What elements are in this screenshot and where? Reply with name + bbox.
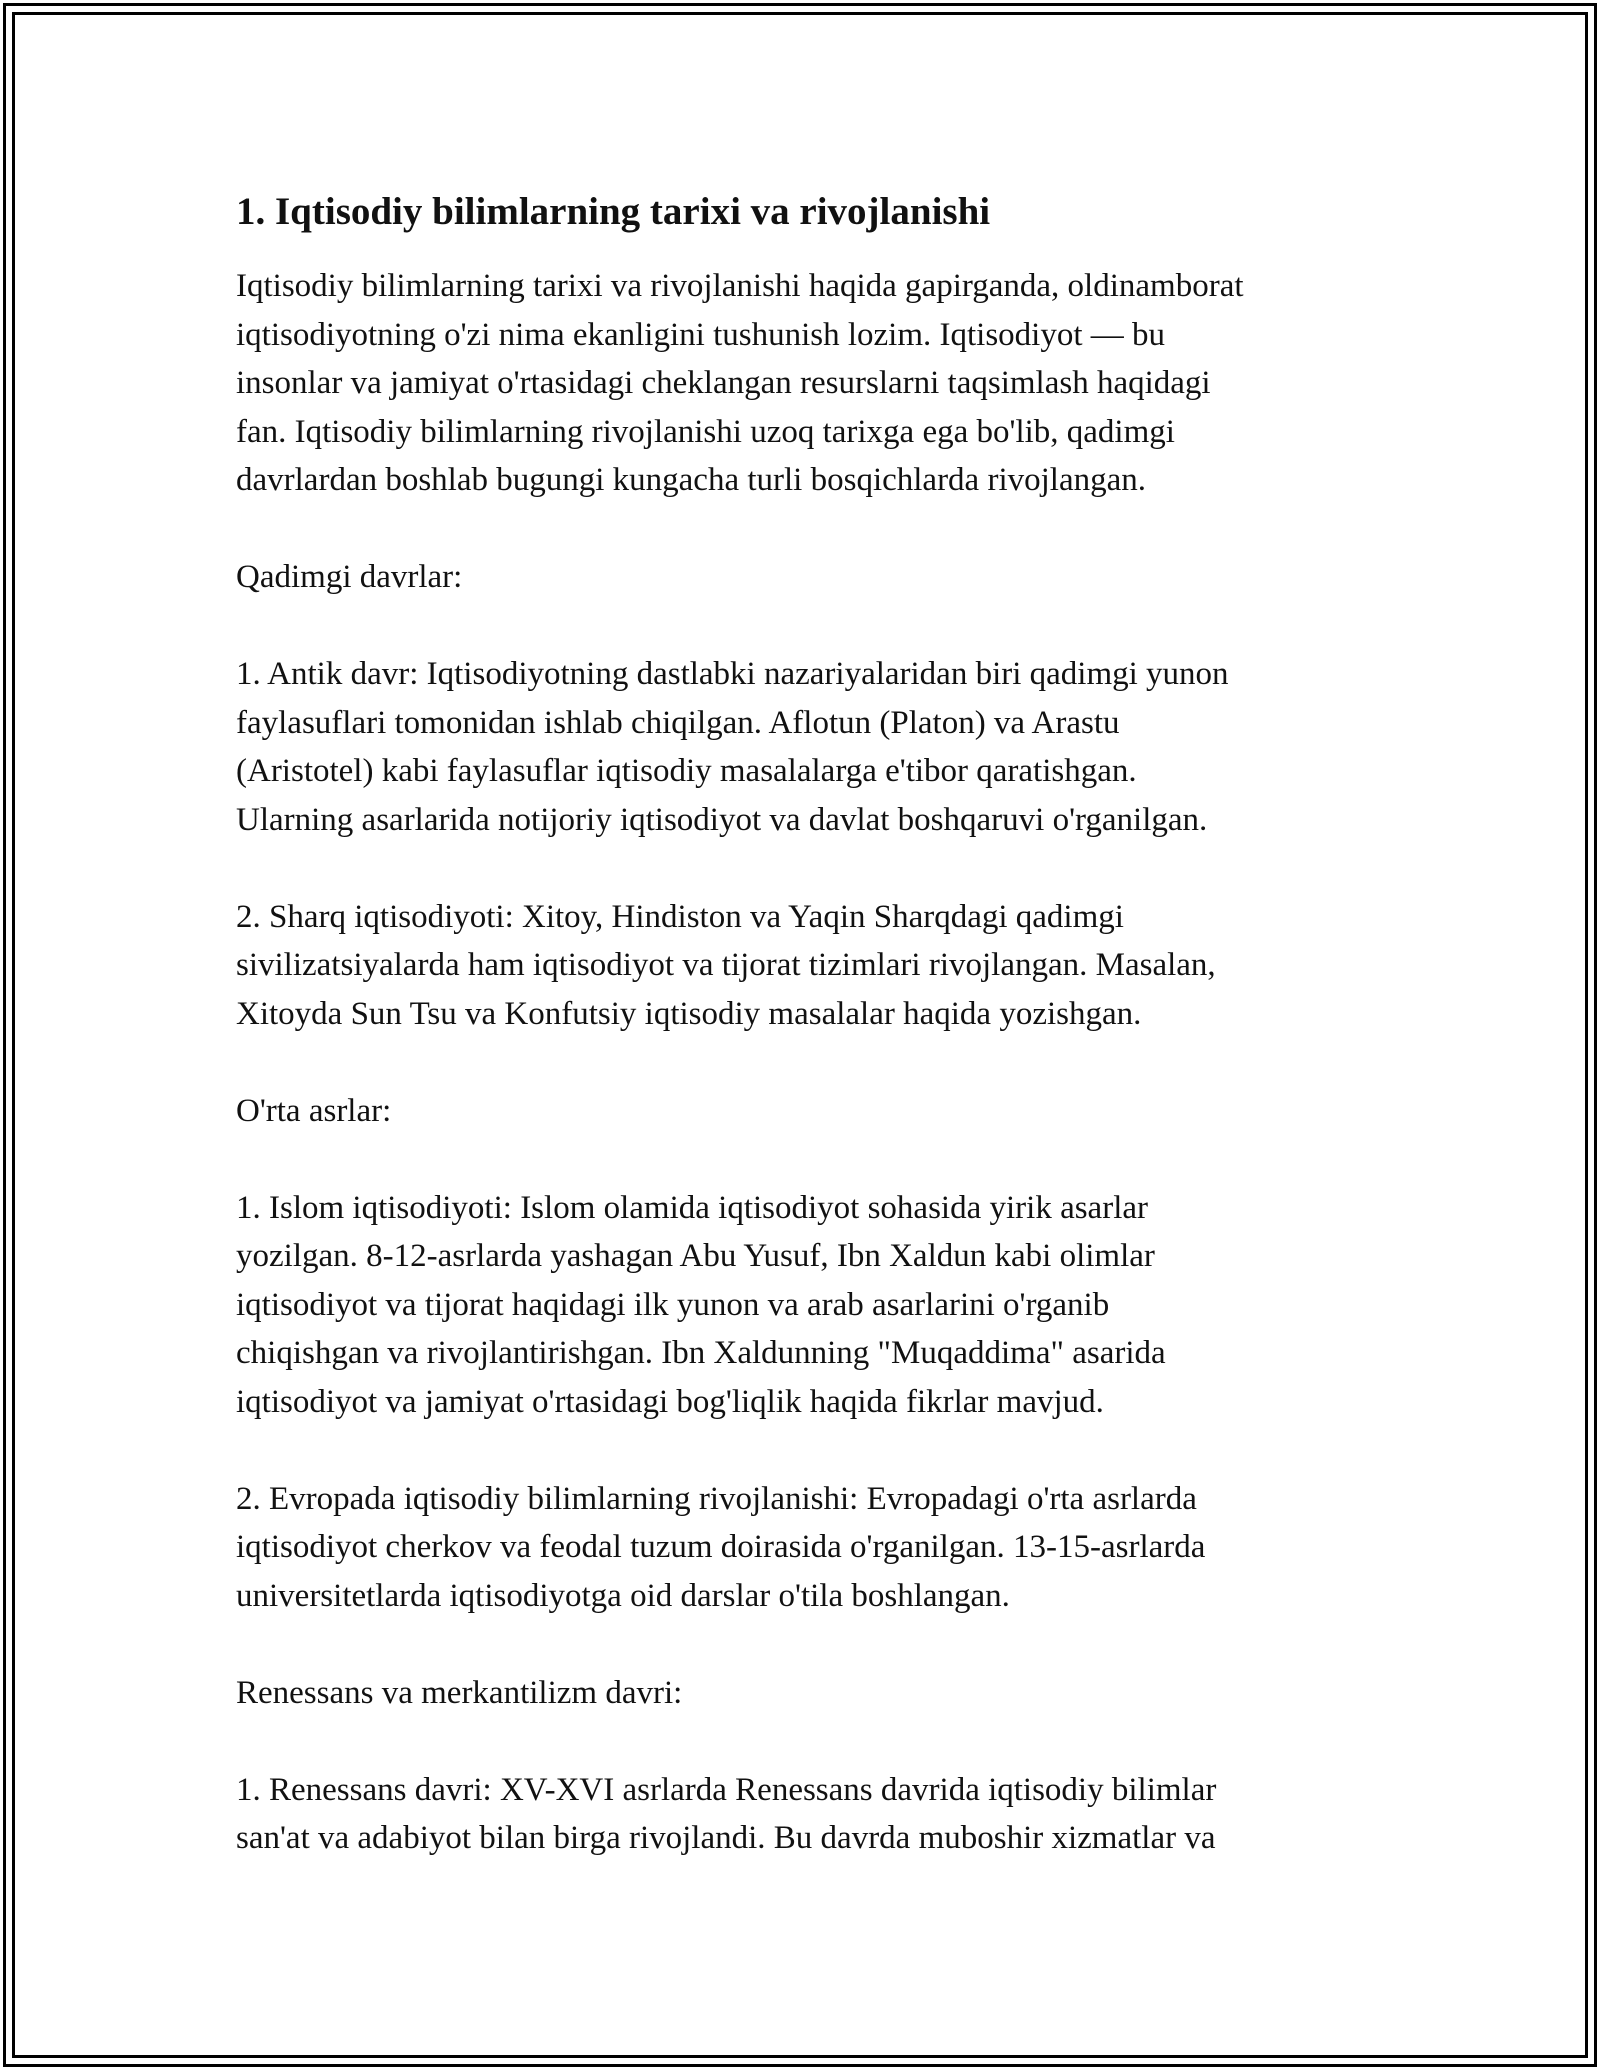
intro-paragraph: Iqtisodiy bilimlarning tarixi va rivojlanishi haqida gapirganda, oldinamborat iqtisodiyotning o'zi nima ekanligini tushunish lozim. Iqtisodiyot — bu insonlar va jamiyat o'rtasidagi cheklangan resurslarni taqsimlash haqidagi fan. Iqtisodiy bilimlarning rivojlanishi uzoq tarixga ega bo'lib, qadimgi davrlardan boshlab bugungi kungacha turli bosqichlarda rivojlangan. (236, 268, 1244, 498)
paragraph-spacer (236, 844, 1376, 893)
paragraph-spacer (236, 602, 1376, 651)
document-body (236, 188, 1376, 1863)
paragraph-renaissance: 1. Renessans davri: XV-XVI asrlarda Renessans davrida iqtisodiy bilimlar san'at va adabiyot bilan birga rivojlandi. Bu davrda muboshir xizmatlar va (236, 1771, 1217, 1856)
section-heading-middle-ages: O'rta asrlar: (236, 1092, 392, 1129)
paragraph-islamic-economy: 1. Islom iqtisodiyoti: Islom olamida iqtisodiyot sohasida yirik asarlar yozilgan. 8-12-asrlarda yashagan Abu Yusuf, Ibn Xaldun kabi olimlar iqtisodiyot va tijorat haqidagi ilk yunon va arab asarlarini o'rganib chiqishgan va rivojlantirishgan. Ibn Xaldunning "Muqaddima" asarida iqtisodiyot va jamiyat o'rtasidagi bog'liqlik haqida fikrlar mavjud. (236, 1189, 1166, 1420)
document-heading: 1. Iqtisodiy bilimlarning tarixi va rivojlanishi (236, 190, 991, 233)
paragraph-spacer (236, 1426, 1376, 1475)
paragraph-antiquity: 1. Antik davr: Iqtisodiyotning dastlabki nazariyalaridan biri qadimgi yunon faylasuflari tomonidan ishlab chiqilgan. Aflotun (Platon) va Arastu (Aristotel) kabi faylasuflar iqtisodiy masalalarga e'tibor qaratishgan. Ularning asarlarida notijoriy iqtisodiyot va davlat boshqaruvi o'rganilgan. (236, 656, 1229, 838)
paragraph-spacer (236, 1038, 1376, 1087)
paragraph-spacer (236, 1717, 1376, 1766)
section-heading-renaissance: Renessans va merkantilizm davri: (236, 1674, 683, 1711)
section-heading-ancient: Qadimgi davrlar: (236, 559, 463, 595)
paragraph-europe: 2. Evropada iqtisodiy bilimlarning rivojlanishi: Evropadagi o'rta asrlarda iqtisodiyot cherkov va feodal tuzum doirasida o'rganilgan. 13-15-asrlarda universitetlarda iqtisodiyotga oid darslar o'tila boshlangan. (236, 1480, 1206, 1614)
paragraph-spacer (236, 1135, 1376, 1184)
paragraph-spacer (236, 1620, 1376, 1669)
paragraph-eastern-economy: 2. Sharq iqtisodiyoti: Xitoy, Hindiston va Yaqin Sharqdagi qadimgi sivilizatsiyalarda ham iqtisodiyot va tijorat tizimlari rivojlangan. Masalan, Xitoyda Sun Tsu va Konfutsiy iqtisodiy masalalar haqida yozishgan. (236, 898, 1216, 1032)
paragraph-spacer (236, 505, 1376, 554)
